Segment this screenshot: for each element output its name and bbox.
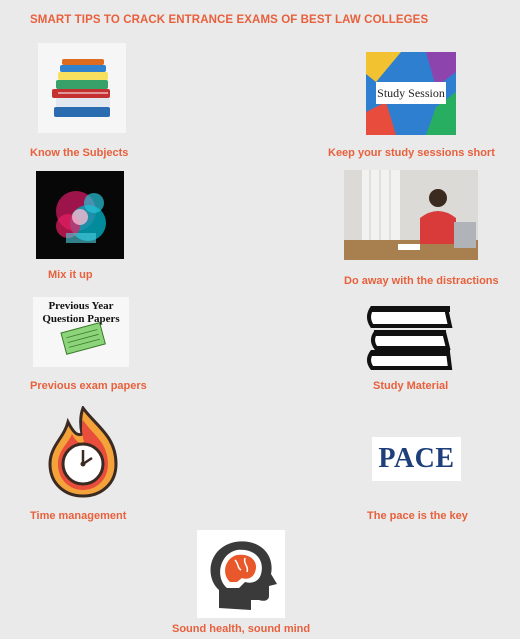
tip-label-know-subjects: Know the Subjects [30,147,129,159]
distracted-student-photo [344,170,478,260]
books-stack-icon [38,43,126,133]
pace-logo [372,437,461,481]
abstract-art-icon [36,171,124,259]
tip-label-exam-papers: Previous exam papers [30,380,147,392]
tip-label-sound-health: Sound health, sound mind [172,623,311,635]
question-papers-icon [33,297,129,367]
tip-label-mix-it-up: Mix it up [48,269,93,281]
study-session-icon [366,52,456,135]
page-title: SMART TIPS TO CRACK ENTRANCE EXAMS OF BEST LAW COLLEGES [30,14,429,26]
tip-label-study-sessions: Keep your study sessions short [328,147,495,159]
brain-head-icon [197,530,285,618]
question-papers-line2: Question Papers [42,313,120,325]
tip-label-pace: The pace is the key [367,510,468,522]
tip-label-distractions: Do away with the distractions [344,275,499,287]
pace-logo-text: PACE [378,443,455,474]
burning-clock-icon [46,406,120,498]
tip-label-study-material: Study Material [373,380,449,392]
question-papers-line1: Previous Year [48,300,114,312]
book-stack-outline-icon [364,302,456,372]
tip-label-time-management: Time management [30,510,127,522]
study-session-text: Study Session [377,86,445,100]
